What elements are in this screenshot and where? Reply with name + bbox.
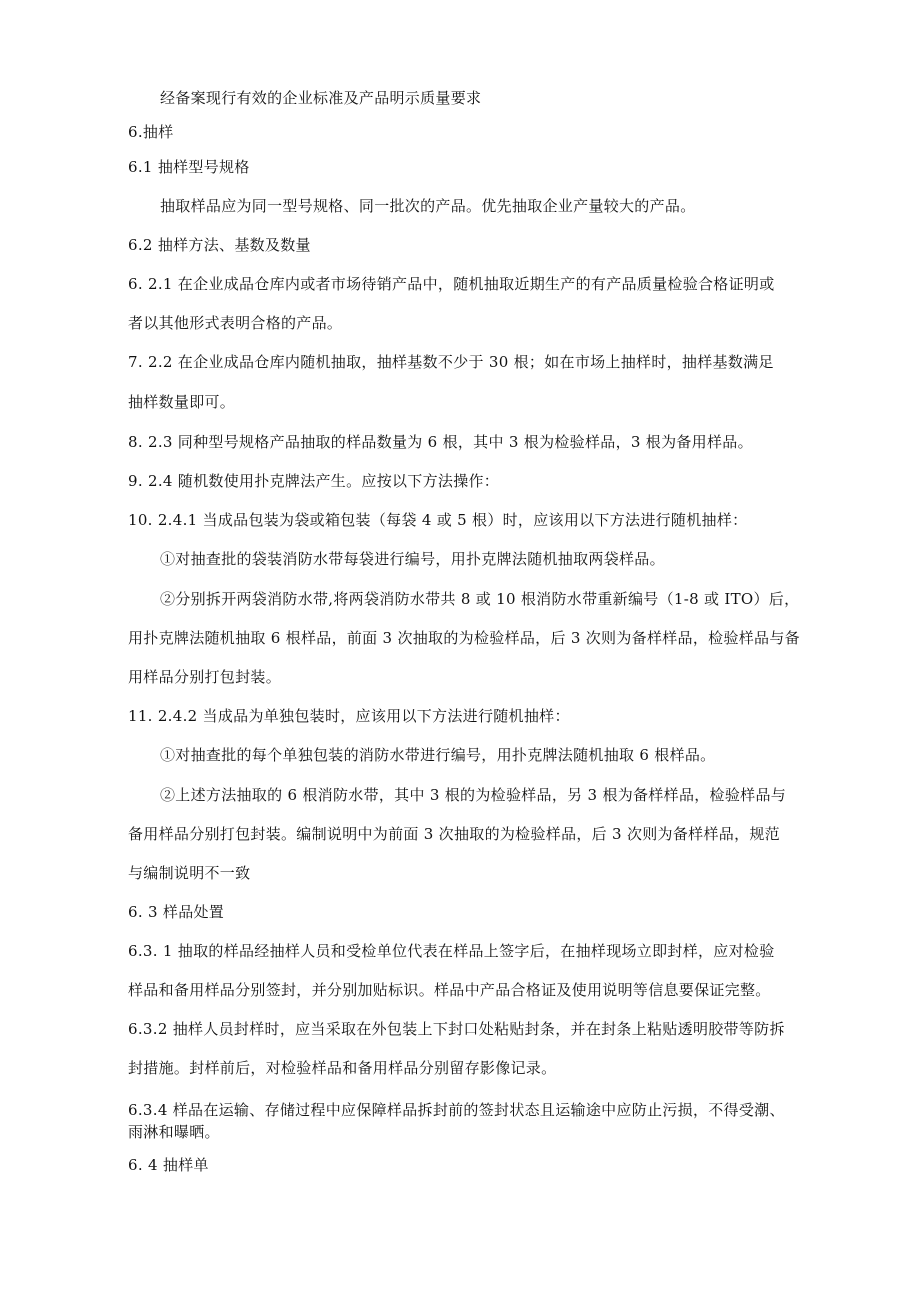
paragraph-6-2-2-line2: 抽样数量即可。: [128, 393, 236, 411]
item-2-4-1-step2-line3: 用样品分别打包封装。: [128, 668, 282, 686]
heading-6-2: 6.2 抽样方法、基数及数量: [128, 236, 311, 254]
paragraph-6-2-1-line2: 者以其他形式表明合格的产品。: [128, 314, 343, 332]
heading-6-4: 6. 4 抽样单: [128, 1156, 209, 1174]
item-2-4-2-step2-line2: 备用样品分别打包封装。编制说明中为前面 3 次抽取的为检验样品，后 3 次则为备样样品，规范: [128, 825, 780, 843]
heading-6-1: 6.1 抽样型号规格: [128, 158, 250, 176]
item-2-4-2-step2-line3: 与编制说明不一致: [128, 864, 251, 882]
paragraph-2-4-1: 10. 2.4.1 当成品包装为袋或箱包装（每袋 4 或 5 根）时，应该用以下方法进行随机抽样：: [128, 511, 748, 529]
item-2-4-1-step2-line1: ②分别拆开两袋消防水带,将两袋消防水带共 8 或 10 根消防水带重新编号（1-8 或 ITO）后，: [160, 590, 800, 608]
heading-6-3: 6. 3 样品处置: [128, 903, 225, 921]
item-2-4-1-step2-line2: 用扑克牌法随机抽取 6 根样品，前面 3 次抽取的为检验样品，后 3 次则为备样样品，检验样品与备: [128, 629, 800, 647]
paragraph-6-2-1-line1: 6. 2.1 在企业成品仓库内或者市场待销产品中，随机抽取近期生产的有产品质量检验合格证明或: [128, 275, 775, 293]
paragraph-2-4-2: 11. 2.4.2 当成品为单独包装时，应该用以下方法进行随机抽样：: [128, 707, 570, 725]
heading-6-sampling: 6.抽样: [128, 123, 174, 141]
paragraph-6-1: 抽取样品应为同一型号规格、同一批次的产品。优先抽取企业产量较大的产品。: [160, 197, 696, 215]
paragraph-6-2-4: 9. 2.4 随机数使用扑克牌法产生。应按以下方法操作：: [128, 472, 500, 490]
paragraph-6-2-2-line1: 7. 2.2 在企业成品仓库内随机抽取，抽样基数不少于 30 根；如在市场上抽样时，抽样基数满足: [128, 353, 774, 371]
paragraph-6-3-4-line1: 6.3.4 样品在运输、存储过程中应保障样品拆封前的签封状态且运输途中应防止污损，不得受潮、: [128, 1101, 785, 1119]
paragraph-6-3-2-line1: 6.3.2 抽样人员封样时，应当采取在外包装上下封口处粘贴封条，并在封条上粘贴透明胶带等防拆: [128, 1020, 785, 1038]
text-line-intro: 经备案现行有效的企业标准及产品明示质量要求: [160, 89, 482, 107]
item-2-4-1-step1: ①对抽查批的袋装消防水带每袋进行编号，用扑克牌法随机抽取两袋样品。: [160, 550, 665, 568]
paragraph-6-3-1-line1: 6.3. 1 抽取的样品经抽样人员和受检单位代表在样品上签字后，在抽样现场立即封样，应对检验: [128, 942, 775, 960]
paragraph-6-3-4-line2: 雨淋和曝晒。: [128, 1123, 220, 1141]
paragraph-6-2-3: 8. 2.3 同种型号规格产品抽取的样品数量为 6 根，其中 3 根为检验样品，3 根为备用样品。: [128, 433, 753, 451]
item-2-4-2-step1: ①对抽查批的每个单独包装的消防水带进行编号，用扑克牌法随机抽取 6 根样品。: [160, 746, 716, 764]
paragraph-6-3-2-line2: 封措施。封样前后，对检验样品和备用样品分别留存影像记录。: [128, 1059, 557, 1077]
paragraph-6-3-1-line2: 样品和备用样品分别签封，并分别加贴标识。样品中产品合格证及使用说明等信息要保证完整。: [128, 981, 771, 999]
item-2-4-2-step2-line1: ②上述方法抽取的 6 根消防水带，其中 3 根的为检验样品，另 3 根为备样样品，检验样品与: [160, 786, 787, 804]
